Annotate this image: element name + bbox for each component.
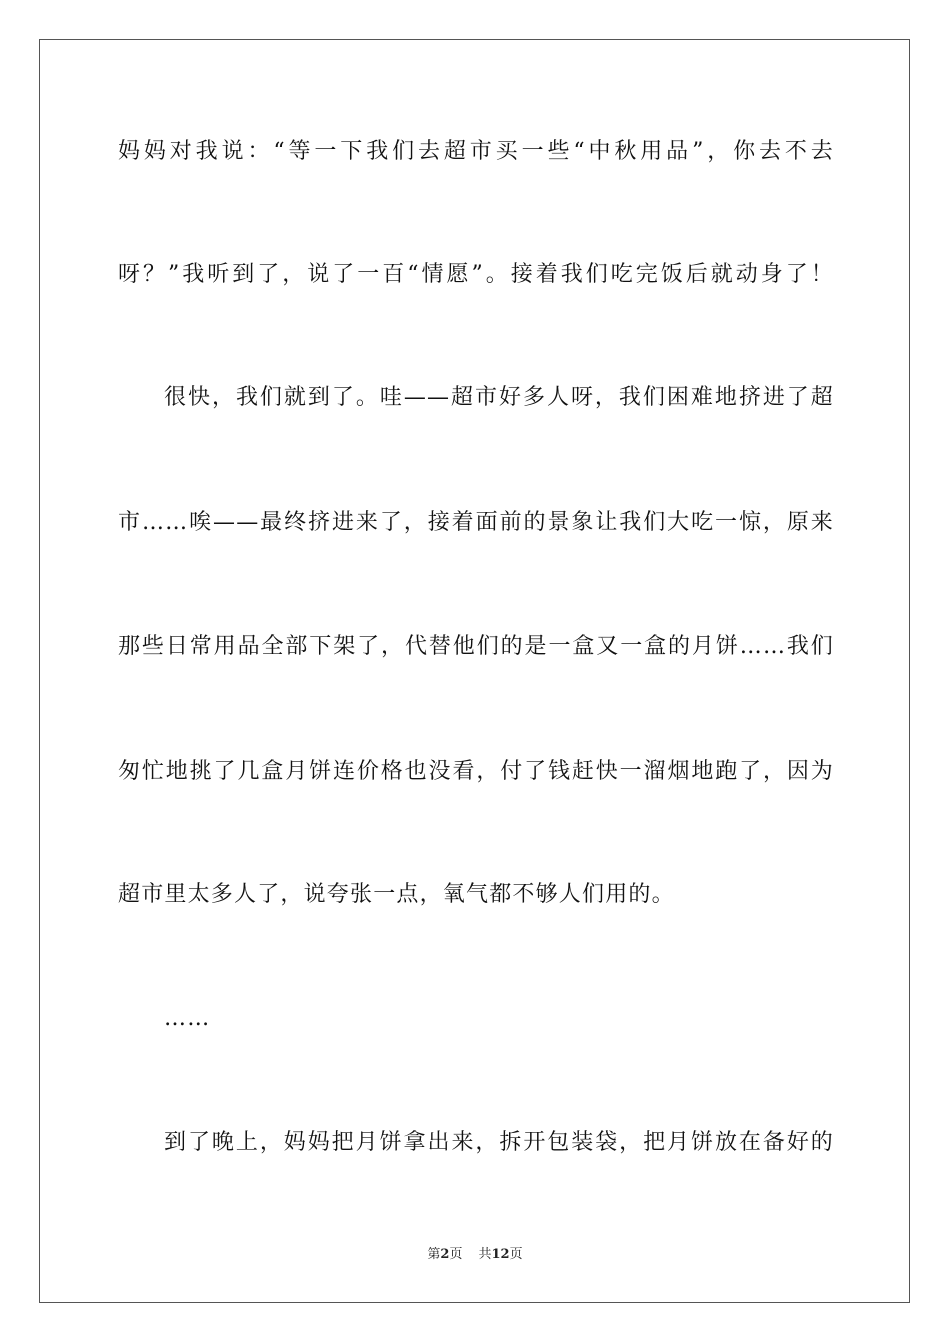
page-prefix: 第 <box>427 1247 441 1262</box>
text-line-7: 超市里太多人了，说夸张一点，氧气都不够人们用的。 <box>118 882 675 907</box>
total-prefix: 共 <box>478 1247 492 1262</box>
page-suffix: 页 <box>449 1247 463 1262</box>
text-line-2: 呀？”我听到了，说了一百“情愿”。接着我们吃完饭后就动身了！ <box>118 262 834 287</box>
text-line-1: 妈妈对我说：“等一下我们去超市买一些“中秋用品”，你去不去 <box>118 139 834 164</box>
text-line-4: 市……唉——最终挤进来了，接着面前的景象让我们大吃一惊，原来 <box>118 510 834 535</box>
total-pages: 12 <box>491 1247 510 1262</box>
ellipsis-line: …… <box>164 1006 211 1031</box>
text-line-3: 很快，我们就到了。哇——超市好多人呀，我们困难地挤进了超 <box>164 385 834 410</box>
text-line-5: 那些日常用品全部下架了，代替他们的是一盒又一盒的月饼……我们 <box>118 634 834 659</box>
page-border <box>39 39 910 1303</box>
total-suffix: 页 <box>509 1247 523 1262</box>
page-footer <box>0 1246 950 1264</box>
page-number: 2 <box>440 1247 450 1262</box>
text-line-9: 到了晚上，妈妈把月饼拿出来，拆开包装袋，把月饼放在备好的 <box>164 1130 834 1155</box>
text-line-6: 匆忙地挑了几盒月饼连价格也没看，付了钱赶快一溜烟地跑了，因为 <box>118 759 834 784</box>
